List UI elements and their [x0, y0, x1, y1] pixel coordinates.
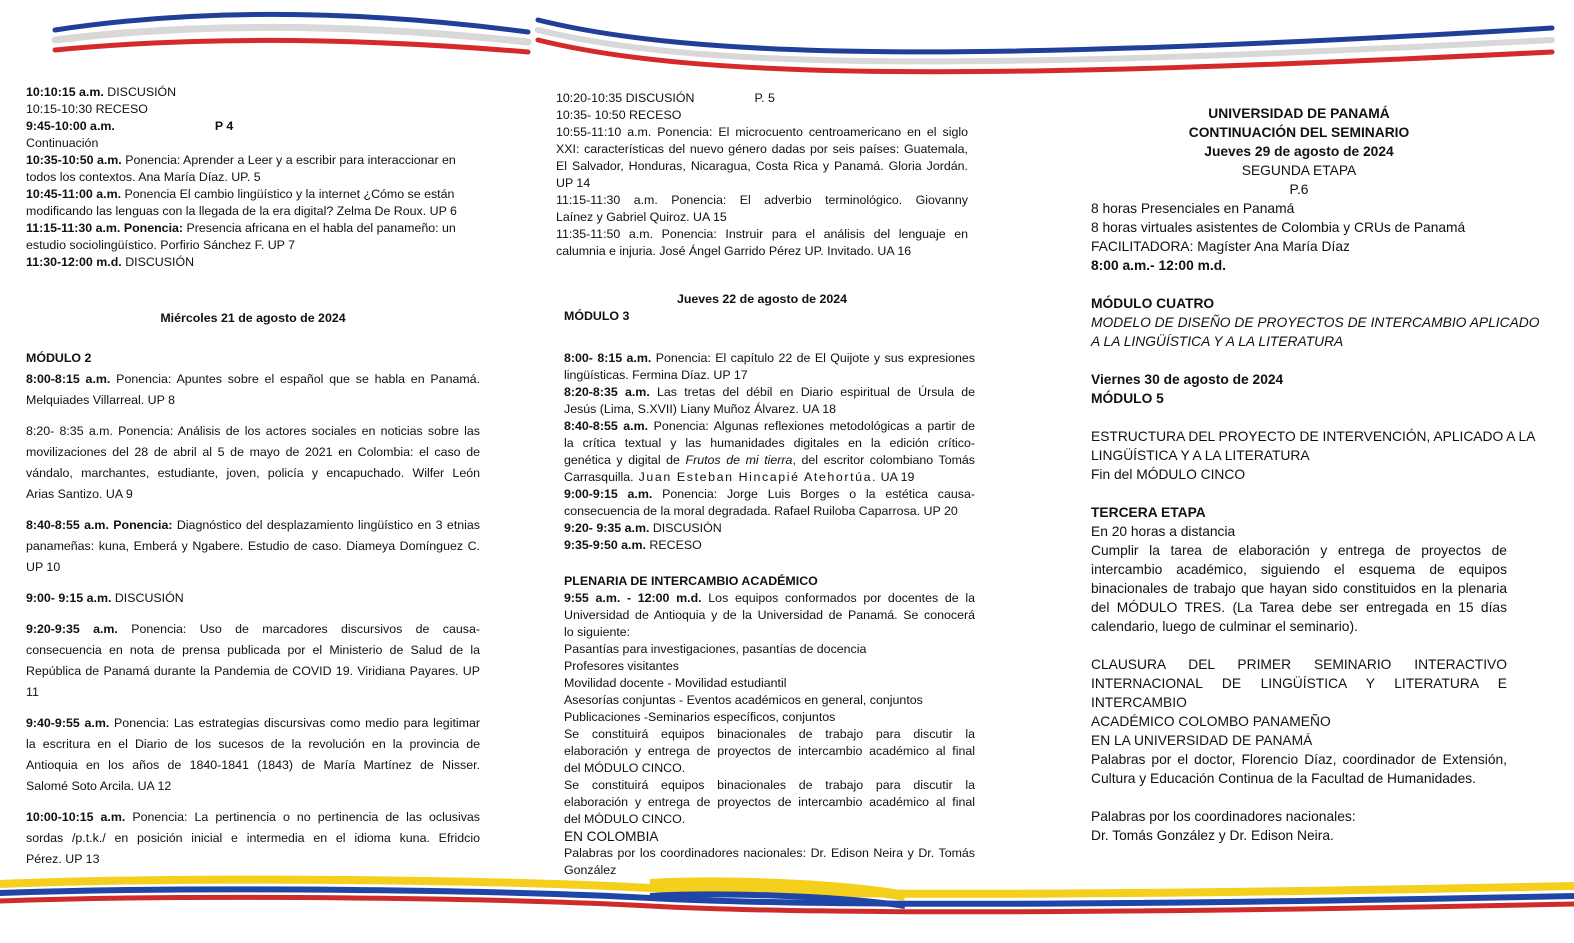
schedule-line: Pérez. UP 13 [26, 852, 100, 866]
info-line: LINGÜÍSTICA Y A LA LITERATURA [1091, 448, 1310, 463]
info-line: intercambio académico, siguiendo el esquema de equipos [1091, 562, 1507, 577]
schedule-line: Arias Santizo. UA 9 [26, 487, 133, 501]
closing-line: Cultura y Educación Continua de la Facultad de Humanidades. [1091, 771, 1477, 786]
schedule-line: 10:15-10:30 RECESO [26, 102, 148, 116]
schedule-line: 9:20-9:35 a.m. Ponencia: Uso de marcadores discursivos de causa- [26, 622, 481, 636]
schedule-line: Se constituirá equipos binacionales de trabajo para discutir la [564, 778, 975, 792]
schedule-line: 8:20-8:35 a.m. Las tretas del débil en Diario espiritual de Úrsula de [564, 385, 975, 399]
schedule-line: calumnia e injuria. José Ángel Garrido Pérez UP. Invitado. UA 16 [556, 244, 912, 258]
schedule-line: consecuencia en nota de prensa publicada por el Ministerio de Salud de la [26, 643, 480, 657]
schedule-line: Melquiades Villarreal. UP 8 [26, 393, 175, 407]
schedule-line: 10:20-10:35 DISCUSIÓN P. 5 [556, 91, 775, 105]
info-line: Fin del MÓDULO CINCO [1091, 467, 1246, 482]
schedule-line: movilizaciones del 28 de abril al 5 de mayo de 2021 en Colombia: el caso de [26, 445, 480, 459]
module-title: A LA LINGÜÍSTICA Y A LA LITERATURA [1091, 334, 1344, 349]
schedule-line: 9:55 a.m. - 12:00 m.d. Los equipos conformados por docentes de la [564, 591, 975, 605]
schedule-line: 8:40-8:55 a.m. Ponencia: Algunas reflexiones metodológicas a partir de [564, 419, 975, 433]
seminar-title: CONTINUACIÓN DEL SEMINARIO [1188, 125, 1410, 140]
info-line: FACILITADORA: Magíster Ana María Díaz [1091, 239, 1350, 254]
schedule-line: del MÓDULO CINCO. [564, 812, 686, 826]
schedule-line: Universidad de Antioquia y de la Universidad de Panamá. Se conocerá [564, 608, 975, 622]
info-line: 8 horas Presenciales en Panamá [1091, 201, 1295, 216]
closing-line: EN LA UNIVERSIDAD DE PANAMÁ [1091, 733, 1313, 748]
schedule-line: 11:30-12:00 m.d. DISCUSIÓN [26, 255, 195, 269]
panama-flag-ribbon [0, 0, 1574, 80]
schedule-line: 11 [26, 685, 39, 699]
schedule-line: 10:35-10:50 a.m. Ponencia: Aprender a Leer y a escribir para interaccionar en [26, 153, 456, 167]
info-line: 8 horas virtuales asistentes de Colombia y CRUs de Panamá [1091, 220, 1466, 235]
time-line: 8:00 a.m.- 12:00 m.d. [1091, 258, 1226, 273]
schedule-line: González [564, 863, 617, 877]
info-line: calendario, luego de culminar el seminario). [1091, 619, 1358, 634]
schedule-line: 11:15-11:30 a.m. Ponencia: Presencia africana en el habla del panameño: un [26, 221, 456, 235]
schedule-line: Laínez y Gabriel Quiroz. UA 15 [556, 210, 727, 224]
schedule-line: UP 10 [26, 560, 61, 574]
day-heading: Jueves 22 de agosto de 2024 [676, 292, 848, 306]
schedule-line: 10:55-11:10 a.m. Ponencia: El microcuento centroamericano en el siglo [556, 125, 968, 139]
middle-column-lower [564, 350, 975, 879]
schedule-line: UP 14 [556, 176, 591, 190]
university-title: UNIVERSIDAD DE PANAMÁ [1208, 106, 1390, 121]
closing-line: Dr. Tomás González y Dr. Edison Neira. [1091, 828, 1334, 843]
day-heading: Jueves 29 de agosto de 2024 [1204, 144, 1394, 159]
list-item: Pasantías para investigaciones, pasantías de docencia [564, 642, 867, 656]
schedule-line: la crítica textual y las humanidades digitales en la edición crítico- [564, 436, 975, 450]
schedule-line: genética y digital de Frutos de mi tierra, del escritor colombiano Tomás [564, 453, 975, 467]
module-heading: MÓDULO 3 [564, 309, 630, 323]
schedule-line: vándalo, marchantes, estudiante, joven, policía y encapuchado. Wilfer León [26, 466, 480, 480]
schedule-line: 10:35- 10:50 RECESO [556, 108, 682, 122]
schedule-line: 11:15-11:30 a.m. Ponencia: El adverbio terminológico. Giovanny [556, 193, 968, 207]
left-column [26, 84, 480, 870]
schedule-line: 8:20- 8:35 a.m. Ponencia: Análisis de los actores sociales en noticias sobre las [26, 424, 480, 438]
schedule-line: modificando las lenguas con la llegada de la era digital? Zelma De Roux. UP 6 [26, 204, 457, 218]
schedule-line: consecuencia de la moral degradada. Rafael Ruiloba Caparrosa. UP 20 [564, 504, 958, 518]
closing-line: INTERNACIONAL DE LINGÜÍSTICA Y LITERATURA E INTERCAMBIO [1091, 676, 1507, 710]
day-heading: Miércoles 21 de agosto de 2024 [160, 311, 346, 325]
schedule-line: 10:10:15 a.m. DISCUSIÓN [26, 85, 177, 99]
schedule-line: lo siguiente: [564, 625, 631, 639]
schedule-line: elaboración y entrega de proyectos de intercambio académico al final [564, 744, 975, 758]
schedule-line: Palabras por los coordinadores nacionales: Dr. Edison Neira y Dr. Tomás [564, 846, 975, 860]
schedule-line: 9:40-9:55 a.m. Ponencia: Las estrategias discursivas como medio para legitimar [26, 716, 480, 730]
plenary-heading: PLENARIA DE INTERCAMBIO ACADÉMICO [564, 574, 818, 588]
page-marker: P.6 [1289, 182, 1309, 197]
schedule-line: 10:45-11:00 a.m. Ponencia El cambio lingüístico y la internet ¿Cómo se están [26, 187, 455, 201]
list-item: Publicaciones -Seminarios específicos, conjuntos [564, 710, 836, 724]
closing-line: Palabras por los coordinadores nacionales: [1091, 809, 1356, 824]
closing-line: ACADÉMICO COLOMBO PANAMEÑO [1091, 714, 1331, 729]
module-title: MODELO DE DISEÑO DE PROYECTOS DE INTERCAMBIO APLICADO [1091, 315, 1540, 330]
schedule-line: Antioquia en los años de 1840-1841 (1843) de María Martínez de Nisser. [26, 758, 480, 772]
list-item: Asesorías conjuntas - Eventos académicos en general, conjuntos [564, 693, 923, 707]
schedule-line: Jesús (Lima, S.XVII) Liany Muñoz Álvarez. UA 18 [564, 402, 837, 416]
info-line: del MÓDULO TRES. (La Tarea debe ser entregada en 15 días [1091, 600, 1507, 615]
schedule-line: Salomé Soto Arcila. UA 12 [26, 779, 172, 793]
stage-heading: SEGUNDA ETAPA [1241, 163, 1357, 178]
schedule-line: del MÓDULO CINCO. [564, 761, 686, 775]
schedule-line: la escritura en el Diario de los sucesos de la revolución en la provincia de [26, 737, 480, 751]
schedule-line: XXI: características del nuevo género dadas por seis países: Guatemala, [556, 142, 968, 156]
schedule-line: 9:00- 9:15 a.m. DISCUSIÓN [26, 591, 184, 605]
list-item: Movilidad docente - Movilidad estudiantil [564, 676, 787, 690]
schedule-line: todos los contextos. Ana María Díaz. UP. 5 [26, 170, 261, 184]
schedule-line: lingüísticas. Fermina Díaz. UP 17 [564, 368, 748, 382]
module-heading: MÓDULO 2 [26, 351, 92, 365]
schedule-line: 10:00-10:15 a.m. Ponencia: La pertinencia o no pertinencia de las oclusivas [26, 810, 480, 824]
schedule-line: 9:35-9:50 a.m. RECESO [564, 538, 702, 552]
module-heading: MÓDULO CUATRO [1091, 296, 1215, 311]
stage-heading: TERCERA ETAPA [1091, 505, 1206, 520]
info-line: binacionales de trabajo que hayan sido constituidos en la plenaria [1091, 581, 1507, 596]
info-line: ESTRUCTURA DEL PROYECTO DE INTERVENCIÓN, APLICADO A LA [1091, 429, 1536, 444]
schedule-line: 8:00-8:15 a.m. Ponencia: Apuntes sobre el español que se habla en Panamá. [26, 372, 481, 386]
info-line: En 20 horas a distancia [1091, 524, 1236, 539]
colombia-heading: EN COLOMBIA [564, 829, 659, 844]
info-line: Cumplir la tarea de elaboración y entrega de proyectos de [1091, 543, 1507, 558]
right-column [1091, 104, 1540, 845]
schedule-line: 9:45-10:00 a.m. P 4 [26, 119, 234, 133]
schedule-line: panameñas: kuna, Emberá y Ngabere. Estudio de caso. Diameya Domínguez C. [26, 539, 480, 553]
day-heading: Viernes 30 de agosto de 2024 [1091, 372, 1284, 387]
schedule-line: elaboración y entrega de proyectos de intercambio académico al final [564, 795, 975, 809]
schedule-line: Se constituirá equipos binacionales de trabajo para discutir la [564, 727, 975, 741]
list-item: Profesores visitantes [564, 659, 680, 673]
schedule-line: sordas /p.t.k./ en posición inicial e intermedia en el idioma kuna. Efridcio [26, 831, 480, 845]
schedule-line: El Salvador, Honduras, Nicaragua, Costa Rica y Panamá. Gloria Jordán. [556, 159, 968, 173]
schedule-line: 9:20- 9:35 a.m. DISCUSIÓN [564, 521, 722, 535]
closing-line: CLAUSURA DEL PRIMER SEMINARIO INTERACTIVO [1091, 657, 1507, 672]
schedule-line: Continuación [26, 136, 99, 150]
schedule-line: 8:40-8:55 a.m. Ponencia: Diagnóstico del desplazamiento lingüístico en 3 etnias [26, 518, 480, 532]
closing-line: Palabras por el doctor, Florencio Díaz, coordinador de Extensión, [1091, 752, 1507, 767]
schedule-line: República de Panamá durante la Pandemia de COVID 19. Viridiana Payares. UP [26, 664, 480, 678]
schedule-line: 9:00-9:15 a.m. Ponencia: Jorge Luis Borges o la estética causa- [564, 487, 975, 501]
schedule-line: 11:35-11:50 a.m. Ponencia: Instruir para el análisis del lenguaje en [556, 227, 968, 241]
schedule-line: estudio sociolingüístico. Porfirio Sánchez F. UP 7 [26, 238, 296, 252]
middle-column [556, 90, 968, 325]
schedule-line: 8:00- 8:15 a.m. Ponencia: El capítulo 22 de El Quijote y sus expresiones [564, 351, 975, 365]
schedule-line: Carrasquilla. Juan Esteban Hincapié Atehortúa. UA 19 [564, 470, 915, 484]
module-heading: MÓDULO 5 [1091, 391, 1164, 406]
